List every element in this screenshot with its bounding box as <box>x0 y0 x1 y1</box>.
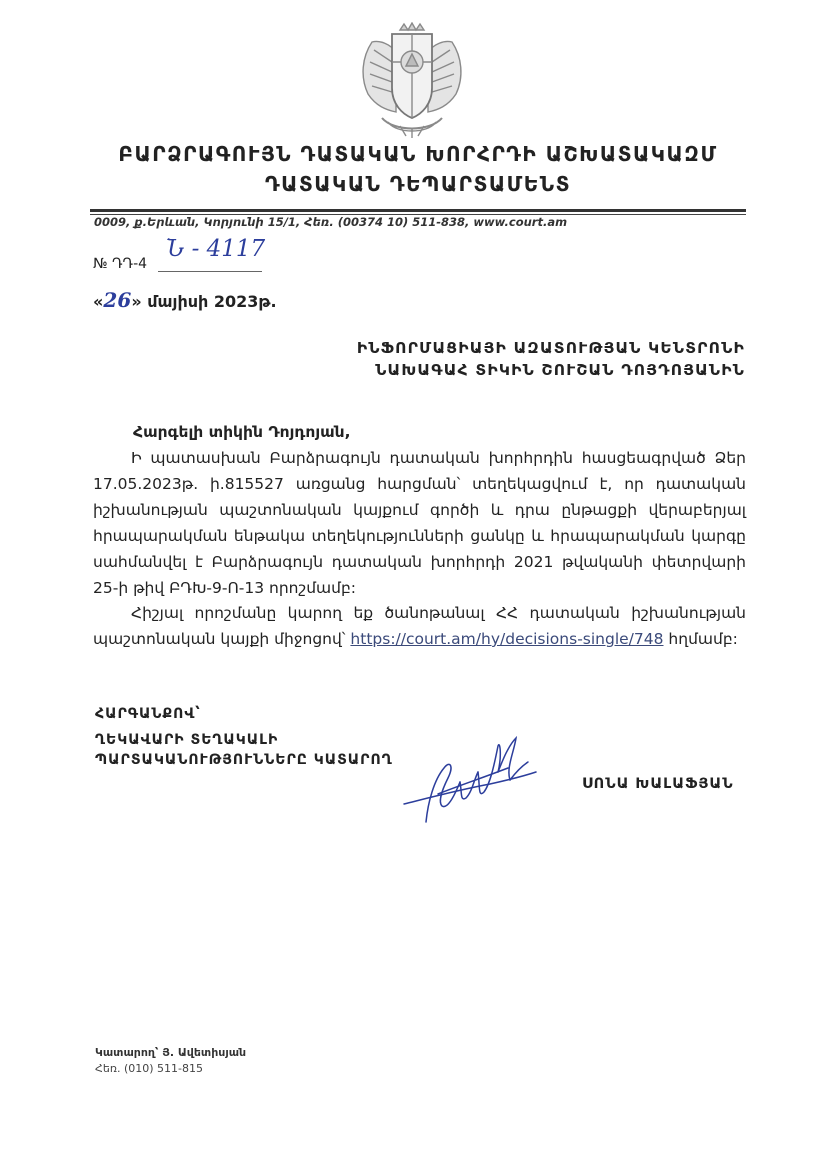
date-rest: » մայիսի 2023թ. <box>131 292 277 311</box>
body-paragraph-2 <box>93 600 746 652</box>
signatory-title-line-2: ՊԱՐՏԱԿԱՆՈՒԹՅՈՒՆՆԵՐԸ ԿԱՏԱՐՈՂ <box>95 752 393 768</box>
address-line: 0009, ք.Երևան, Կորյունի 15/1, Հեռ. (00374 10) 511-838, www.court.am <box>94 215 568 229</box>
department-name: ԴԱՏԱԿԱՆ ԴԵՊԱՐՏԱՄԵՆՏ <box>265 172 571 196</box>
recipient-line-1: ԻՆՖՈՐՄԱՑԻԱՅԻ ԱԶԱՏՈՒԹՅԱՆ ԿԵՆՏՐՈՆԻ <box>356 339 745 357</box>
organization-name: ԲԱՐՁՐԱԳՈՒՅՆ ԴԱՏԱԿԱՆ ԽՈՐՀՐԴԻ ԱՇԽԱՏԱԿԱԶՄ <box>118 142 718 166</box>
decision-link[interactable]: https://court.am/hy/decisions-single/748 <box>350 630 664 648</box>
salutation: Հարգելի տիկին Դոյդոյան, <box>133 423 351 441</box>
reference-prefix: № ԴԴ-4 <box>93 256 148 272</box>
reference-underline <box>158 271 262 272</box>
paragraph-2-end: հղմամբ: <box>663 630 738 648</box>
signatory-name: ՍՈՆԱ ԽԱԼԱՖՅԱՆ <box>582 776 734 792</box>
executor-phone: Հեռ. (010) 511-815 <box>95 1062 204 1075</box>
paragraph-2-start: Հիշյալ որոշմանը կարող եք ծանոթանալ ՀՀ դատական իշխանության պաշտոնական կայքի միջոցով՝ <box>93 604 746 648</box>
date-open-quote: « <box>93 292 104 311</box>
body-paragraph-1: Ի պատասխան Բարձրագույն դատական խորհրդին հասցեագրված Ձեր 17.05.2023թ. ի.815527 առցանց հարցման՝ տեղեկացվում է, որ դատական իշխանության պաշտոնական կայքում գործի և դրա ընթացքի վերաբերյալ հրապարակման ենթակա տեղեկությունների ցանկը և հրապարակման կարգը սահմանվել է Բարձրագույն դատական խորհրդի 2021 թվականի փետրվարի 25-ի թիվ ԲԴԽ-9-Ո-13 որոշմամբ: <box>93 449 746 597</box>
signature-icon <box>398 732 538 828</box>
closing-respect: ՀԱՐԳԱՆՔՈՎ՝ <box>95 706 201 722</box>
handwritten-day: 26 <box>103 288 132 312</box>
recipient-line-2: ՆԱԽԱԳԱՀ ՏԻԿԻՆ ՇՈՒՇԱՆ ԴՈՅԴՈՅԱՆԻՆ <box>375 361 745 379</box>
header-divider-thick <box>90 209 746 212</box>
signatory-title-line-1: ՂԵԿԱՎԱՐԻ ՏԵՂԱԿԱԼԻ <box>95 732 279 748</box>
executor-name: Կատարող՝ Յ. Ավետիսյան <box>95 1046 247 1059</box>
letter-date <box>93 288 277 312</box>
coat-of-arms-icon <box>352 22 472 140</box>
handwritten-reference-number: Ն - 4117 <box>166 236 266 262</box>
